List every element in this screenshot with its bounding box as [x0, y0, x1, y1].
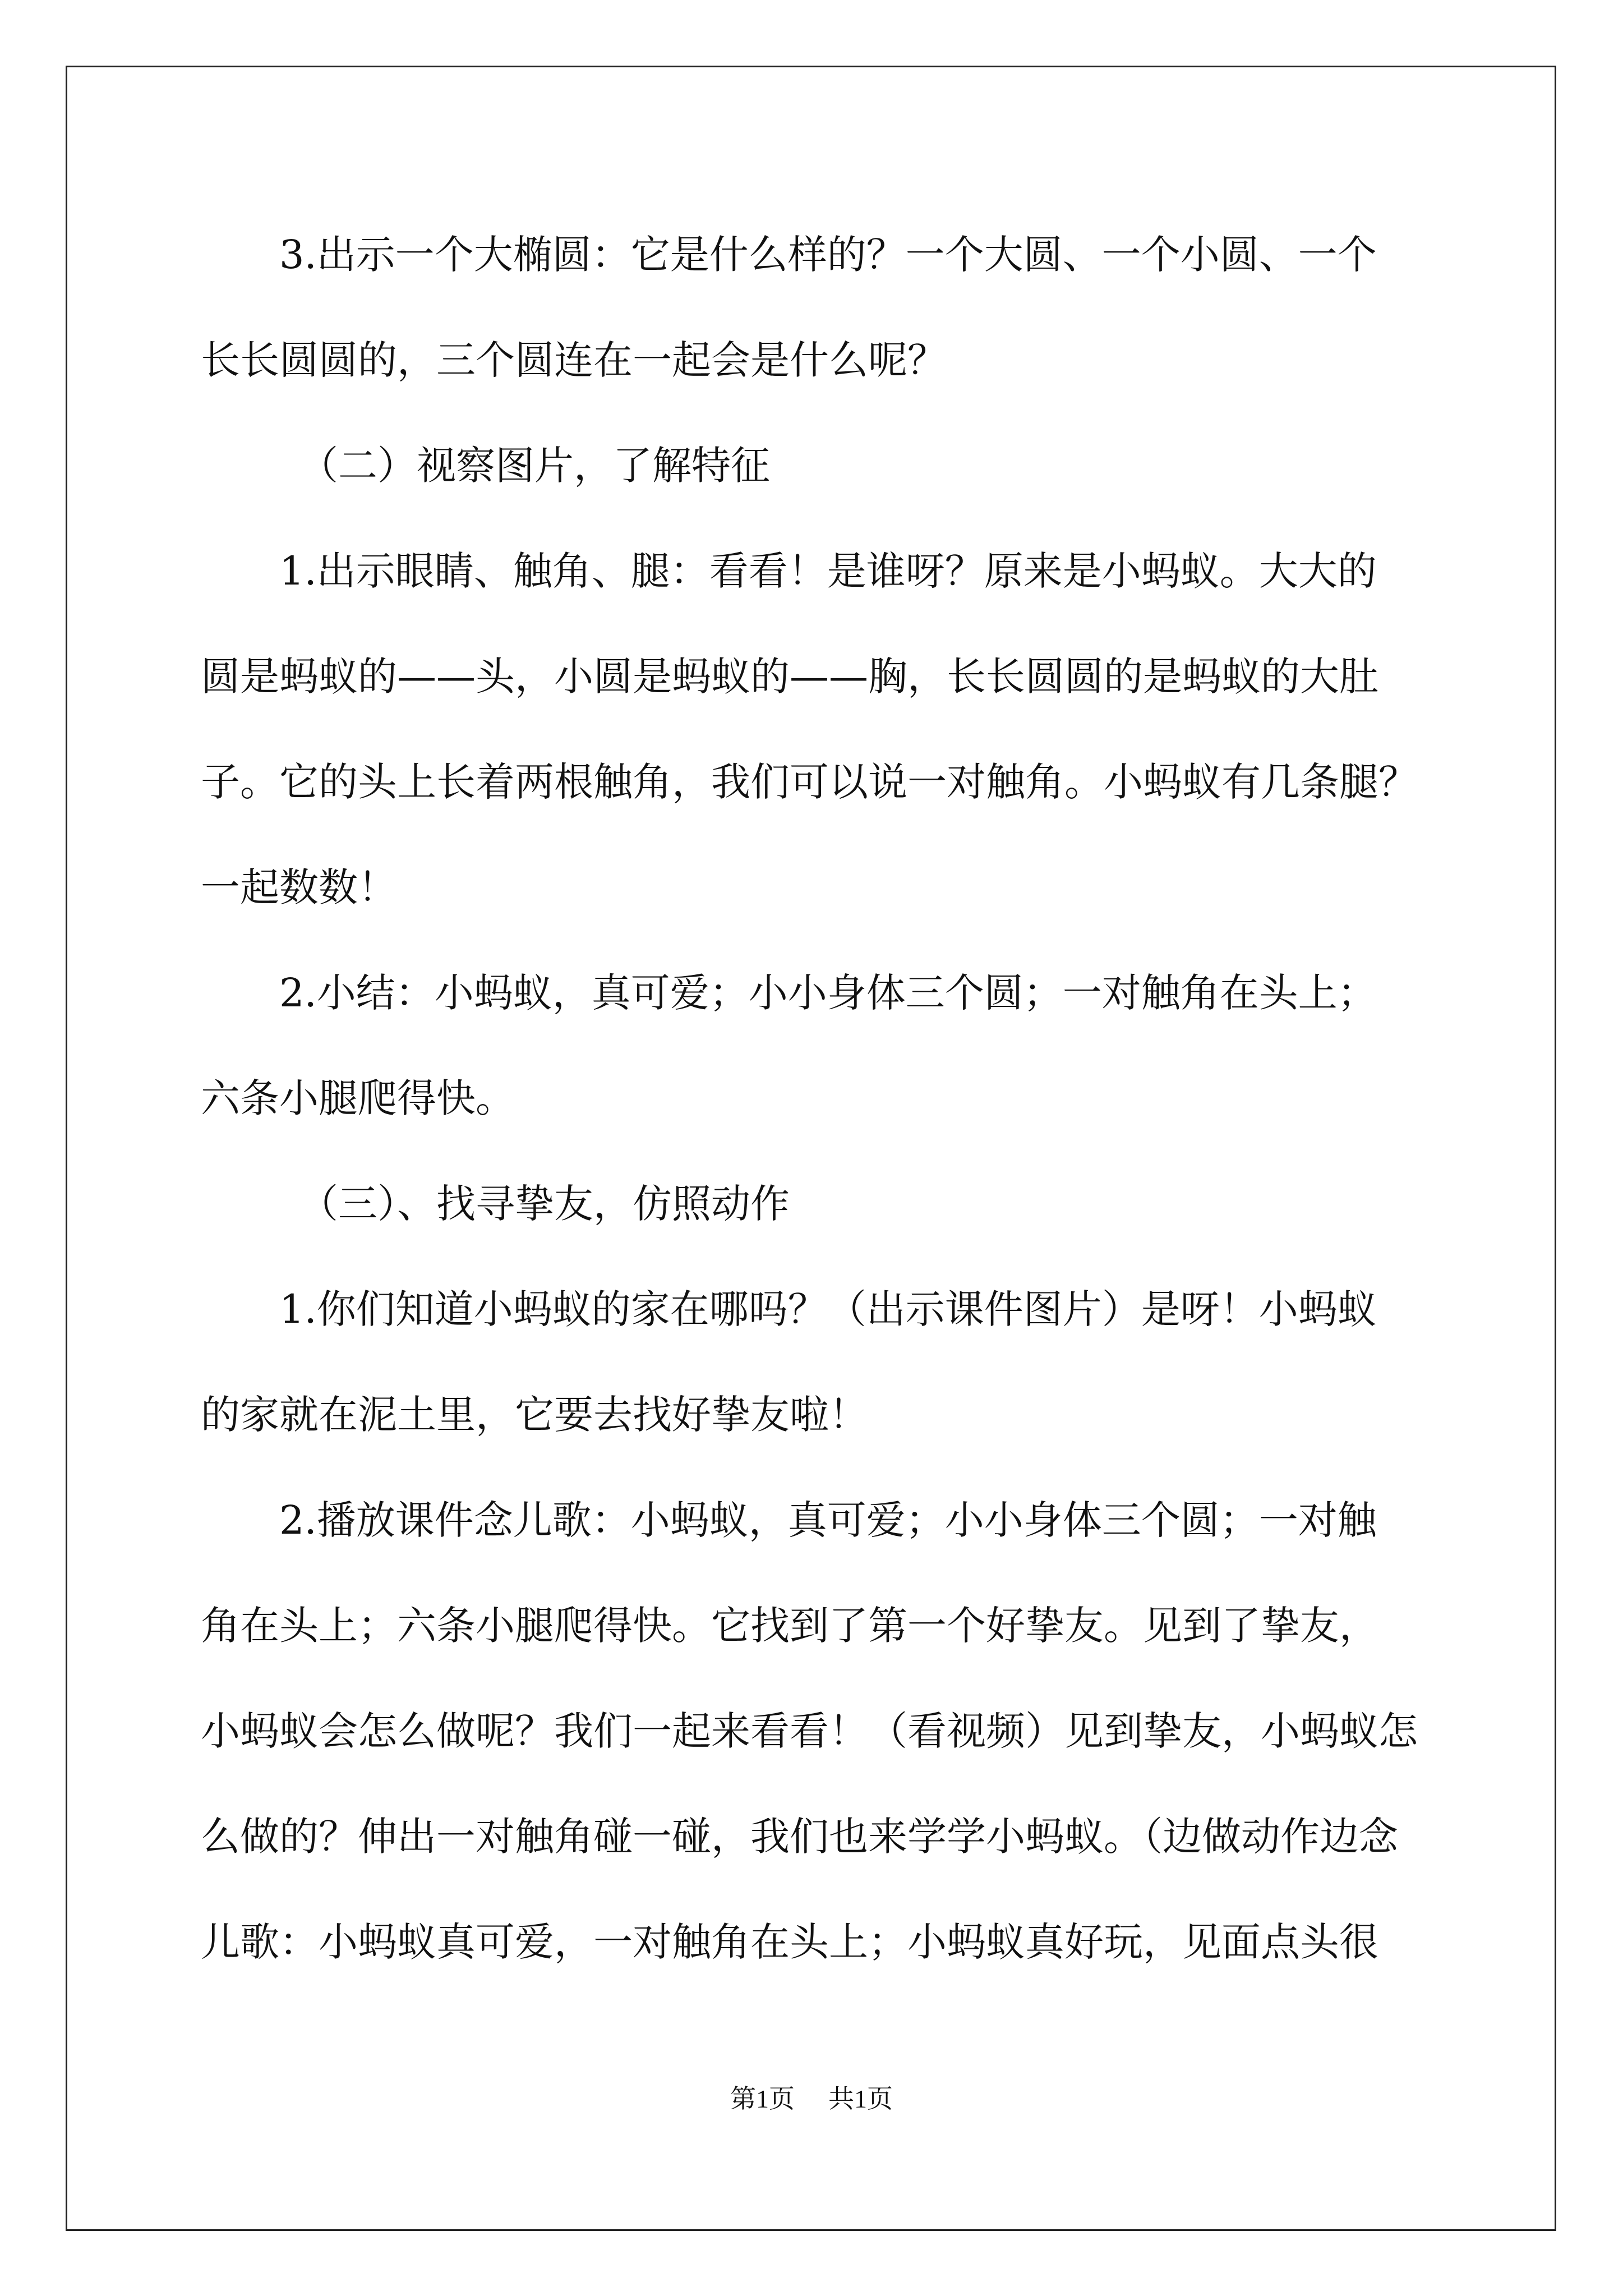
paragraph-line: 六条小腿爬得快。 [201, 1075, 515, 1121]
paragraph-line: 小蚂蚁会怎么做呢？我们一起来看看！（看视频）见到挚友，小蚂蚁怎 [201, 1708, 1418, 1754]
paragraph-line: 1.你们知道小蚂蚁的家在哪吗？（出示课件图片）是呀！小蚂蚁 [279, 1286, 1377, 1332]
document-body [201, 202, 1423, 1995]
paragraph-line: 的家就在泥土里，它要去找好挚友啦！ [201, 1392, 868, 1438]
paragraph-line: 儿歌：小蚂蚁真可爱，一对触角在头上；小蚂蚁真好玩，见面点头很 [201, 1919, 1378, 1965]
page-number: 第1页 [730, 2085, 795, 2113]
paragraph-line: 长长圆圆的，三个圆连在一起会是什么呢？ [201, 337, 947, 383]
section-heading: （二）视察图片，了解特征 [299, 443, 770, 489]
paragraph-line: 角在头上；六条小腿爬得快。它找到了第一个好挚友。见到了挚友， [201, 1603, 1378, 1649]
paragraph-line: 圆是蚂蚁的——头，小圆是蚂蚁的——胸，长长圆圆的是蚂蚁的大肚 [201, 654, 1378, 700]
section-heading: （三）、找寻挚友，仿照动作 [299, 1181, 790, 1227]
paragraph-line: 2.小结：小蚂蚁，真可爱；小小身体三个圆；一对触角在头上； [279, 970, 1377, 1016]
paragraph-line: 1.出示眼睛、触角、腿：看看！是谁呀？原来是小蚂蚁。大大的 [279, 548, 1377, 594]
page-footer [0, 2082, 1623, 2116]
paragraph-line: 2.播放课件念儿歌：小蚂蚁，真可爱；小小身体三个圆；一对触 [279, 1497, 1377, 1543]
paragraph-line: 子。它的头上长着两根触角，我们可以说一对触角。小蚂蚁有几条腿？ [201, 759, 1418, 805]
paragraph-line: 3.出示一个大椭圆：它是什么样的？一个大圆、一个小圆、一个 [279, 232, 1377, 278]
paragraph-line: 一起数数！ [201, 864, 397, 910]
paragraph-line: 么做的？伸出一对触角碰一碰，我们也来学学小蚂蚁。（边做动作边念 [201, 1814, 1398, 1860]
page-total: 共1页 [828, 2085, 893, 2113]
